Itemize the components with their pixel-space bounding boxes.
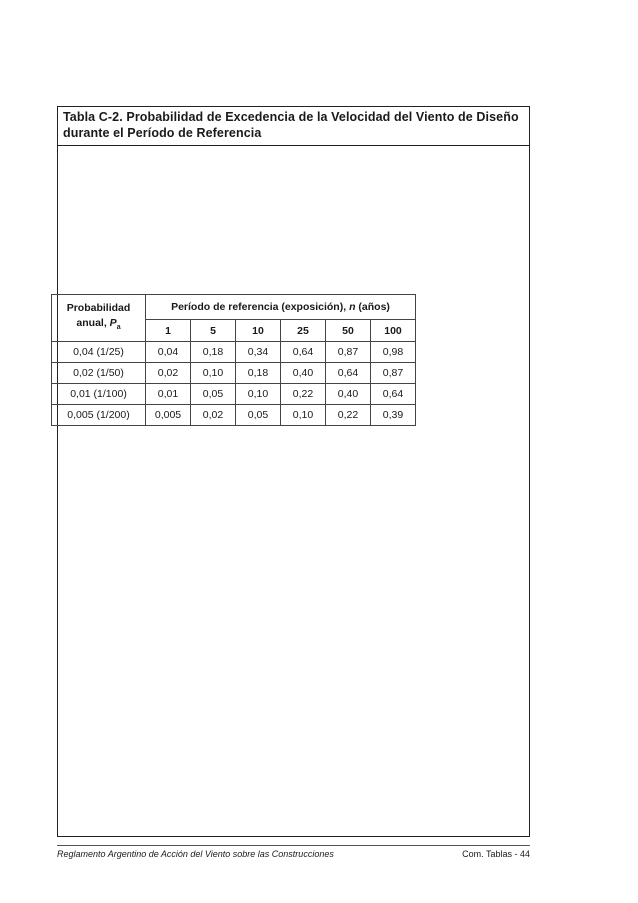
probability-table	[51, 294, 416, 426]
table-frame	[57, 106, 530, 837]
table-cell: 0,05	[191, 384, 236, 405]
table-row	[52, 363, 416, 384]
table-cell: 0,10	[191, 363, 236, 384]
year-header: 25	[281, 320, 326, 342]
table-cell: 0,04	[146, 342, 191, 363]
table-cell: 0,64	[281, 342, 326, 363]
header-probability-line2: anual,	[76, 317, 107, 329]
footer-page-number: Com. Tablas - 44	[462, 849, 530, 859]
footer-divider	[57, 845, 530, 846]
header-period-pre: Período de referencia (exposición),	[171, 301, 347, 314]
table-row	[52, 342, 416, 363]
table-cell: 0,64	[326, 363, 371, 384]
table-cell: 0,87	[326, 342, 371, 363]
header-probability-line1: Probabilidad	[66, 302, 131, 314]
table-cell: 0,005	[146, 405, 191, 426]
table-cell: 0,22	[326, 405, 371, 426]
table-cell: 0,18	[191, 342, 236, 363]
table-cell: 0,34	[236, 342, 281, 363]
header-period-post: (años)	[358, 301, 390, 314]
table-cell: 0,40	[326, 384, 371, 405]
row-probability: 0,01 (1/100)	[52, 384, 146, 405]
table-cell: 0,22	[281, 384, 326, 405]
table-cell: 0,64	[371, 384, 416, 405]
row-probability: 0,005 (1/200)	[52, 405, 146, 426]
table-cell: 0,87	[371, 363, 416, 384]
header-period	[146, 295, 416, 320]
row-probability: 0,02 (1/50)	[52, 363, 146, 384]
year-header: 5	[191, 320, 236, 342]
table-cell: 0,05	[236, 405, 281, 426]
title-box	[58, 107, 529, 146]
header-probability	[52, 295, 146, 342]
table-cell: 0,10	[281, 405, 326, 426]
table-row	[52, 384, 416, 405]
table-cell: 0,18	[236, 363, 281, 384]
header-period-var: n	[349, 301, 356, 314]
table-cell: 0,39	[371, 405, 416, 426]
table-title: Tabla C-2. Probabilidad de Excedencia de la Velocidad del Viento de Diseño durante el Período de Referencia	[63, 110, 519, 140]
table-cell: 0,98	[371, 342, 416, 363]
table-cell: 0,10	[236, 384, 281, 405]
table-cell: 0,40	[281, 363, 326, 384]
table-cell: 0,02	[146, 363, 191, 384]
row-probability: 0,04 (1/25)	[52, 342, 146, 363]
year-header: 50	[326, 320, 371, 342]
table-cell: 0,02	[191, 405, 236, 426]
year-header: 10	[236, 320, 281, 342]
footer-document-title: Reglamento Argentino de Acción del Viento sobre las Construcciones	[57, 849, 334, 859]
year-header: 1	[146, 320, 191, 342]
header-probability-sub: a	[116, 324, 121, 332]
table-cell: 0,01	[146, 384, 191, 405]
header-probability-symbol: P	[109, 317, 117, 329]
table-row	[52, 405, 416, 426]
year-header: 100	[371, 320, 416, 342]
